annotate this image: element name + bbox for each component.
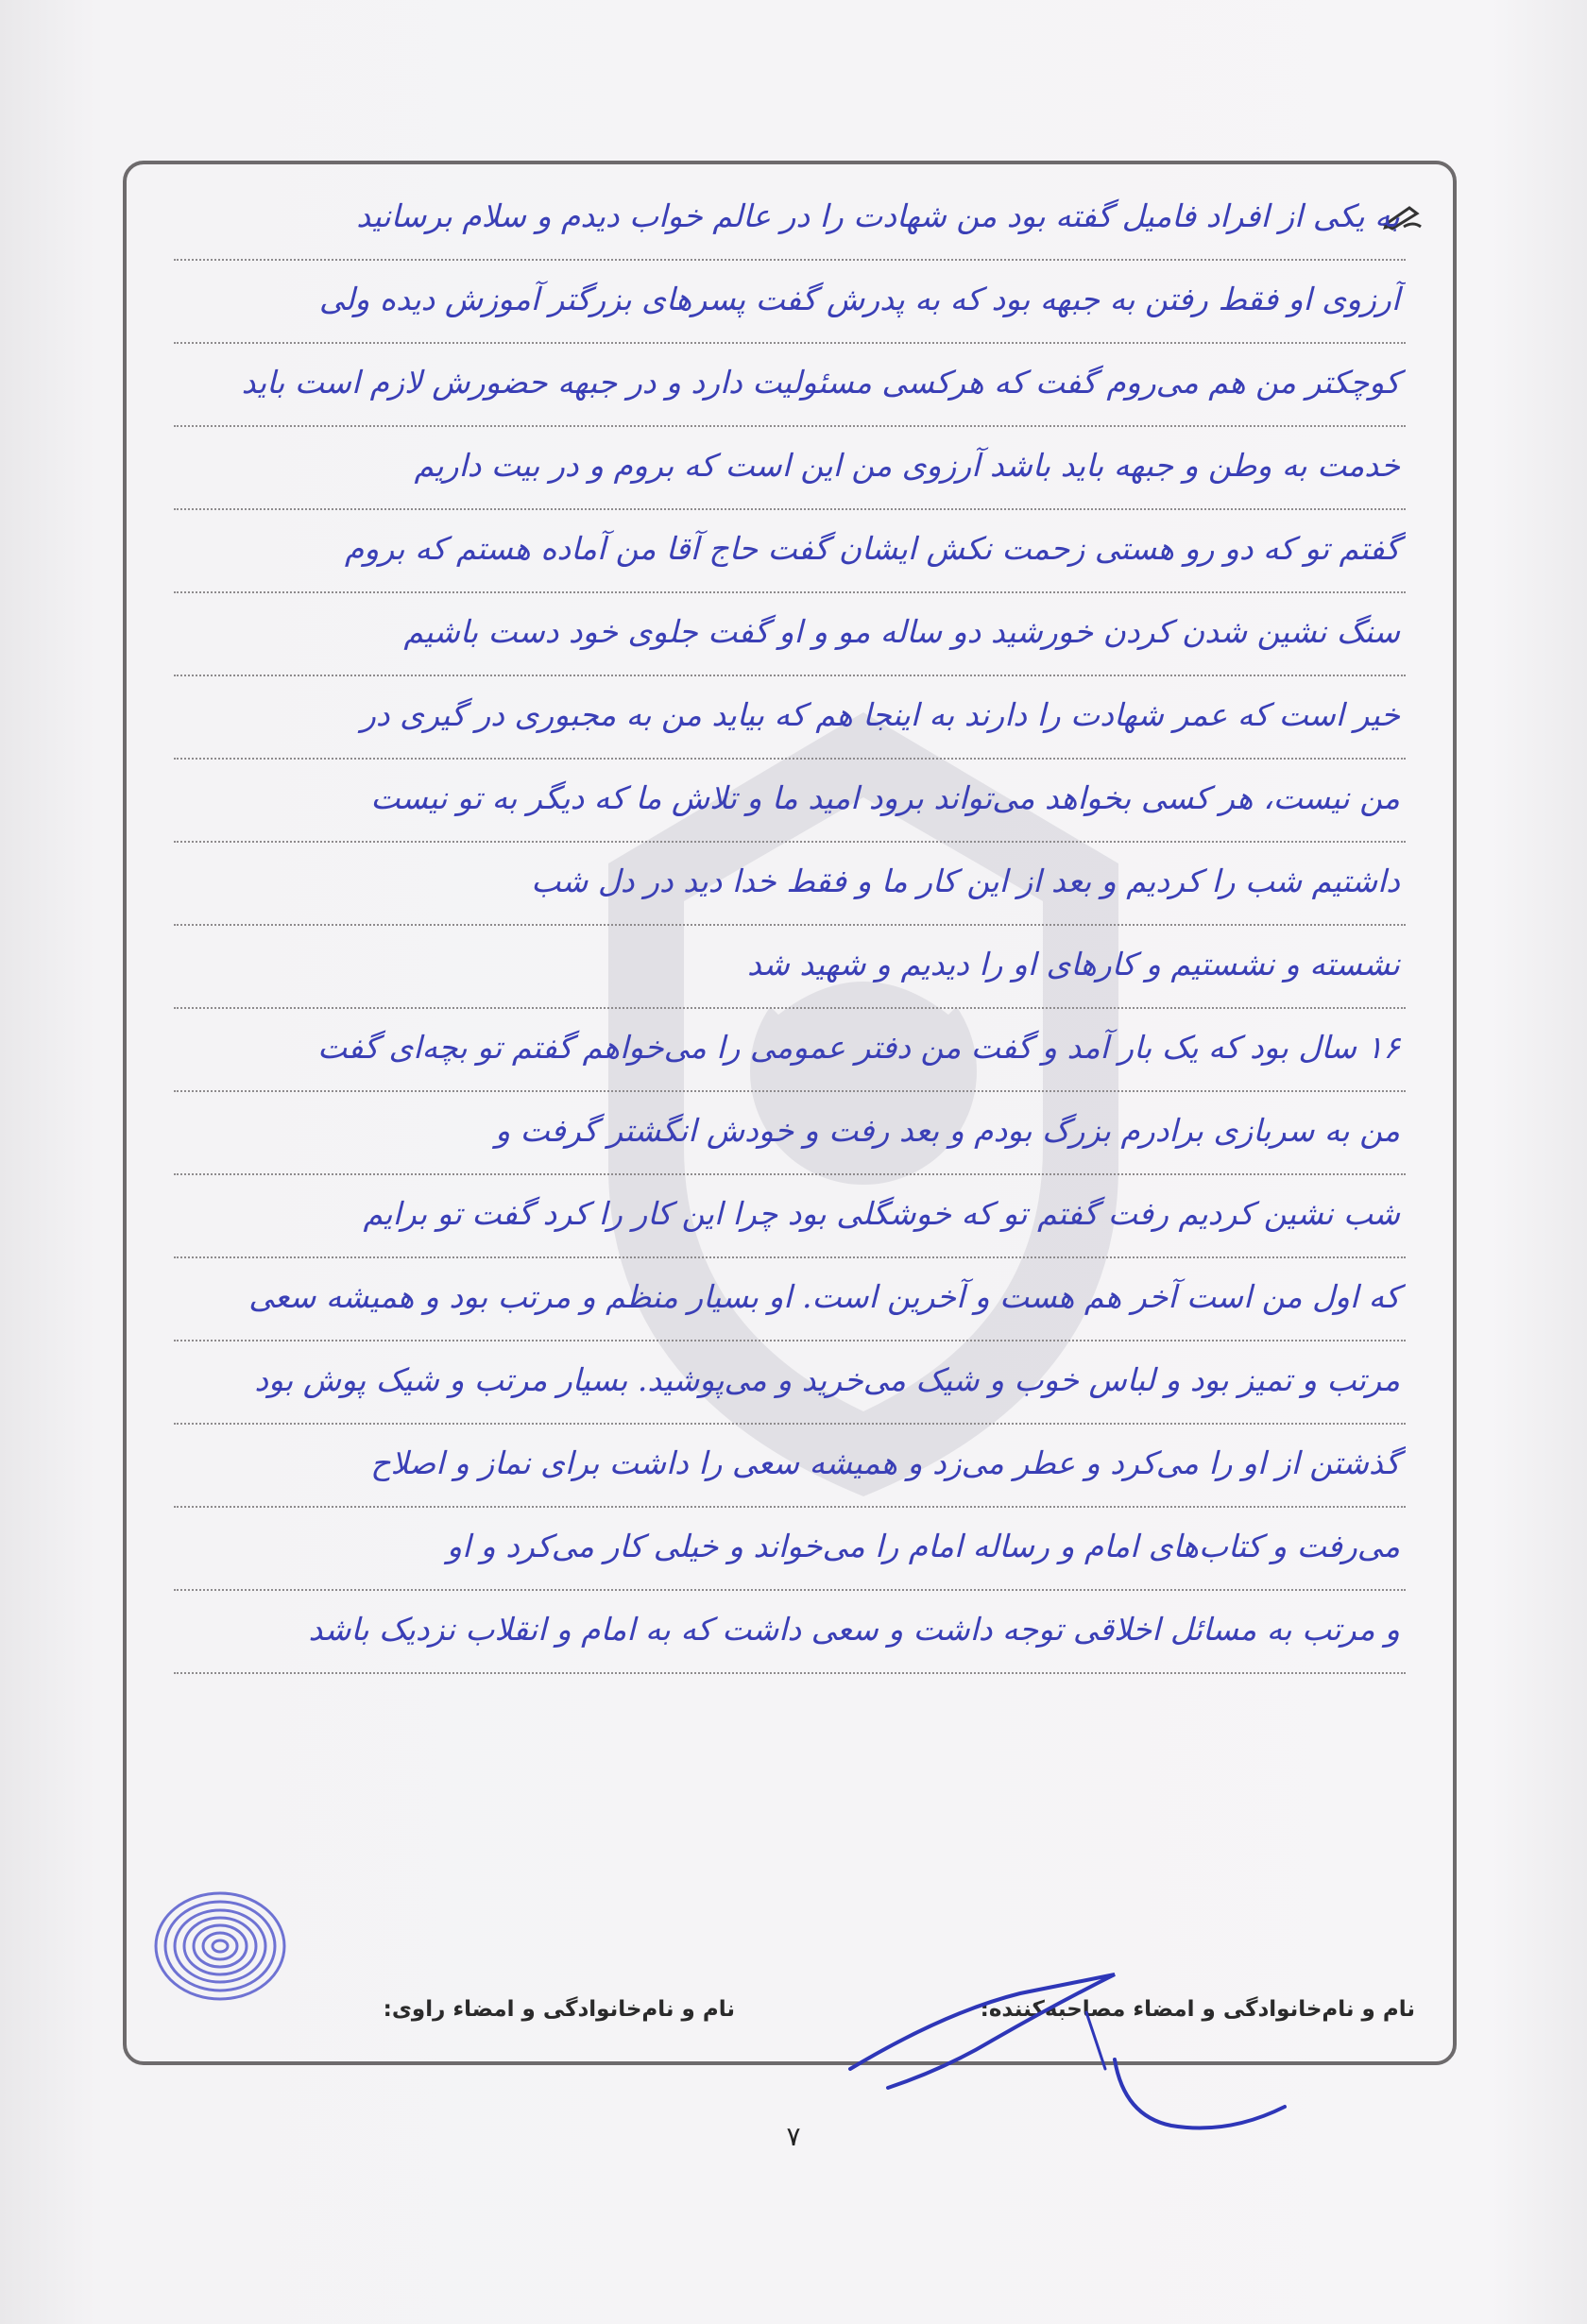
handwritten-line bbox=[174, 185, 1406, 261]
handwritten-line bbox=[174, 1598, 1406, 1674]
handwritten-line bbox=[174, 933, 1406, 1009]
handwritten-line bbox=[174, 435, 1406, 510]
handwritten-text: من نیست، هر کسی بخواهد می‌تواند برود امید ما و تلاش ما که دیگر به تو نیست bbox=[370, 779, 1400, 816]
handwritten-text: من به سربازی برادرم بزرگ بودم و بعد رفت و خودش انگشتر گرفت و bbox=[495, 1112, 1400, 1149]
handwritten-line bbox=[174, 850, 1406, 926]
handwritten-line bbox=[174, 351, 1406, 427]
handwritten-text: خدمت به وطن و جبهه باید باشد آرزوی من این است که بروم و در بیت داریم bbox=[414, 447, 1400, 484]
handwritten-text: آرزوی او فقط رفتن به جبهه بود که به پدرش گفت پسرهای بزرگتر آموزش دیده ولی bbox=[318, 281, 1400, 317]
handwritten-line bbox=[174, 1183, 1406, 1258]
handwritten-line bbox=[174, 1432, 1406, 1508]
handwritten-text: و مرتب به مسائل اخلاقی توجه داشت و سعی داشت که به امام و انقلاب نزدیک باشد bbox=[308, 1611, 1400, 1648]
handwritten-text: گذشتن از او را می‌کرد و عطر می‌زد و همیشه سعی را داشت برای نماز و اصلاح bbox=[370, 1444, 1400, 1481]
handwritten-text: که اول من است آخر هم هست و آخرین است. او بسیار منظم و مرتب بود و همیشه سعی bbox=[248, 1278, 1400, 1315]
handwritten-text: مرتب و تمیز بود و لباس خوب و شیک می‌خرید و می‌پوشید. بسیار مرتب و شیک پوش بود bbox=[254, 1361, 1400, 1398]
page-number: ۷ bbox=[786, 2121, 801, 2152]
handwritten-text: داشتیم شب را کردیم و بعد از این کار ما و فقط خدا دید در دل شب bbox=[531, 863, 1400, 899]
handwritten-text: سنگ نشین شدن کردن خورشید دو ساله مو و او گفت جلوی خود دست باشیم bbox=[403, 613, 1400, 650]
handwritten-text: گفتم تو که دو رو هستی زحمت نکش ایشان گفت حاج آقا من آماده هستم که بروم bbox=[344, 530, 1400, 567]
handwritten-line bbox=[174, 1266, 1406, 1341]
handwritten-line bbox=[174, 518, 1406, 593]
handwritten-line bbox=[174, 1349, 1406, 1425]
handwritten-text: شب نشین کردیم رفت گفتم تو که خوشگلی بود چرا این کار را کرد گفت تو برایم bbox=[363, 1195, 1400, 1232]
form-frame bbox=[123, 161, 1457, 2065]
handwritten-line bbox=[174, 1100, 1406, 1175]
fingerprint-stamp bbox=[149, 1885, 291, 2008]
handwritten-line bbox=[174, 684, 1406, 760]
handwritten-signature bbox=[831, 1937, 1294, 2154]
handwritten-line bbox=[174, 1515, 1406, 1591]
handwritten-text: به یکی از افراد فامیل گفته بود من شهادت را در عالم خواب دیدم و سلام برسانید bbox=[356, 197, 1400, 234]
handwritten-text: می‌رفت و کتاب‌های امام و رساله امام را می‌خواند و خیلی کار می‌کرد و او bbox=[447, 1528, 1400, 1564]
interviewer-signature-label: نام و نام‌خانوادگی و امضاء مصاحبه‌کننده: bbox=[980, 1997, 1415, 2022]
handwritten-line bbox=[174, 767, 1406, 843]
handwritten-text: نشسته و نشستیم و کارهای او را دیدیم و شهید شد bbox=[746, 946, 1400, 983]
handwritten-text: ۱۶ سال بود که یک بار آمد و گفت من دفتر عمومی را می‌خواهم گفتم تو بچه‌ای گفت bbox=[317, 1029, 1400, 1066]
handwritten-line bbox=[174, 1017, 1406, 1092]
handwritten-line bbox=[174, 601, 1406, 676]
narrator-signature-label: نام و نام‌خانوادگی و امضاء راوی: bbox=[383, 1997, 735, 2022]
handwritten-text: خیر است که عمر شهادت را دارند به اینجا هم که بیاید من به مجبوری در گیری در bbox=[361, 696, 1400, 733]
handwritten-text: کوچکتر من هم می‌روم گفت که هرکسی مسئولیت دارد و در جبهه حضورش لازم است باید bbox=[241, 364, 1400, 401]
handwritten-line bbox=[174, 268, 1406, 344]
